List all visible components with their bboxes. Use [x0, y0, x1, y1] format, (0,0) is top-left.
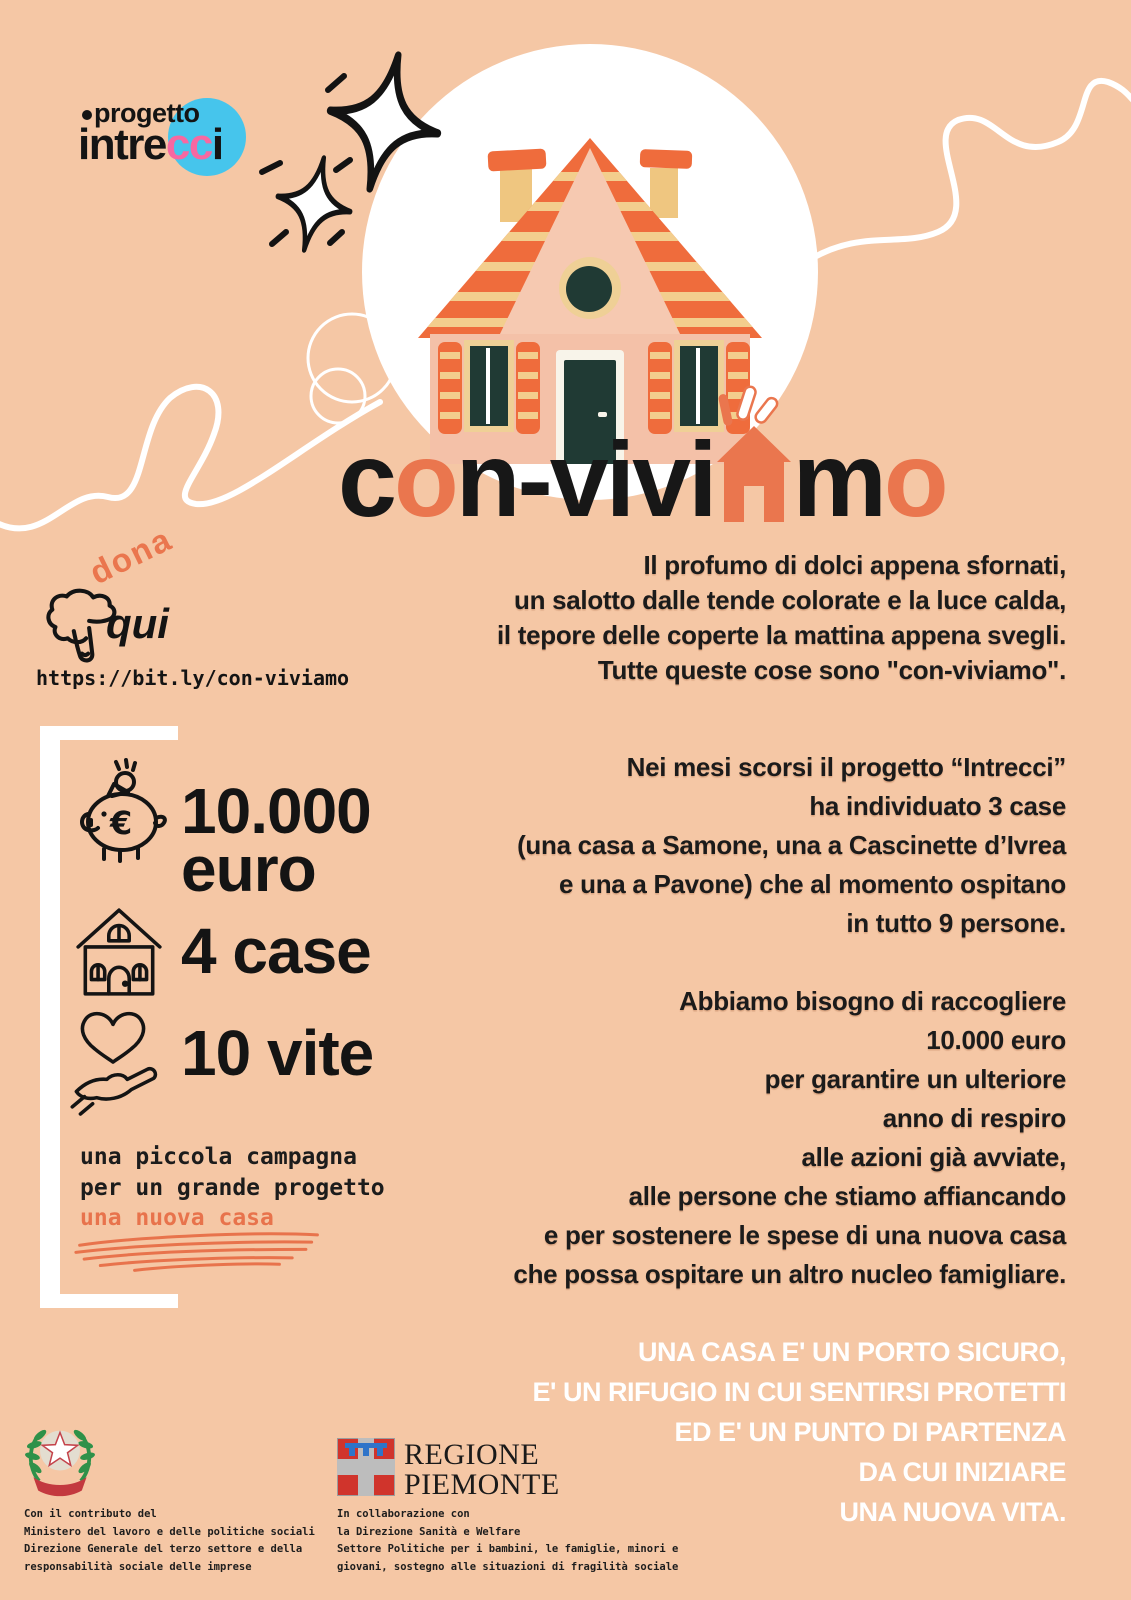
house-icon — [72, 902, 166, 1000]
paragraph-line: e per sostenere le spese di una nuova casa — [543, 1220, 1066, 1250]
paragraph-line: ha individuato 3 case — [809, 791, 1066, 821]
right-credit — [337, 1506, 678, 1576]
credit-line: la Direzione Sanità e Welfare — [337, 1525, 521, 1538]
campaign-line: una piccola campagna — [80, 1144, 357, 1170]
paragraph-line: alle azioni già avviate, — [801, 1142, 1066, 1172]
credit-line: giovani, sostegno alle situazioni di fragilità sociale — [337, 1560, 679, 1573]
paragraph-line: (una casa a Samone, una a Cascinette d’Ivrea — [517, 830, 1066, 860]
dona-label: dona — [83, 519, 178, 592]
stat-euro-value: 10.000 — [181, 775, 371, 847]
logo-bullet-dot — [82, 110, 92, 120]
campaign-line: per un grande progetto — [80, 1174, 385, 1201]
exclamation-rays-icon — [717, 382, 783, 438]
bracket-decoration — [40, 726, 60, 1308]
highlight-line: DA CUI INIZIARE — [858, 1457, 1066, 1487]
italian-republic-emblem — [22, 1418, 98, 1504]
intro-paragraph — [497, 548, 1066, 688]
bracket-decoration — [40, 1294, 178, 1308]
highlight-line: UNA CASA E' UN PORTO SICURO, — [638, 1337, 1066, 1367]
donation-url-link[interactable]: https://bit.ly/con-viviamo — [36, 666, 350, 690]
highlight-line: E' UN RIFUGIO IN CUI SENTIRSI PROTETTI — [532, 1377, 1066, 1407]
piggy-bank-icon — [64, 756, 176, 878]
logo-word-intrecci: intrecci — [78, 120, 223, 169]
credit-line: In collaborazione con — [337, 1508, 470, 1520]
stat-case: 4 case — [181, 915, 371, 987]
paragraph-line: il tepore delle coperte la mattina appena svegli. — [496, 620, 1066, 650]
bracket-decoration — [40, 726, 178, 740]
credit-line: responsabilità sociale delle imprese — [24, 1560, 252, 1573]
credit-line: Ministero del lavoro e delle politiche sociali — [24, 1525, 315, 1538]
stat-euro — [181, 775, 371, 905]
logo-word-progetto: progetto — [82, 98, 199, 129]
regione-piemonte-logo — [337, 1438, 395, 1496]
stat-euro-unit: euro — [181, 833, 316, 905]
paragraph-line: un salotto dalle tende colorate e la luce calda, — [514, 585, 1066, 615]
paragraph-line: Il profumo di dolci appena sfornati, — [643, 550, 1066, 580]
scribble-underline-decoration — [73, 1229, 328, 1280]
credit-line: Settore Politiche per i bambini, le famiglie, minori e — [337, 1543, 679, 1555]
paragraph-line: alle persone che stiamo affiancando — [628, 1181, 1066, 1211]
credit-line: Con il contributo del — [24, 1508, 157, 1520]
highlight-line: ED E' UN PUNTO DI PARTENZA — [674, 1417, 1066, 1447]
qui-label: qui — [106, 600, 169, 647]
svg-text:€: € — [110, 804, 133, 842]
fundraising-paragraph — [513, 982, 1066, 1294]
credit-line: Direzione Generale del terzo settore e della — [24, 1543, 303, 1555]
highlight-line: UNA NUOVA VITA. — [839, 1497, 1066, 1527]
paragraph-line: Abbiamo bisogno di raccogliere — [679, 986, 1066, 1016]
left-credit — [24, 1506, 315, 1576]
paragraph-line: Nei mesi scorsi il progetto “Intrecci” — [626, 752, 1066, 782]
highlight-quote — [533, 1332, 1066, 1532]
page-title: con-vivi mo — [338, 426, 946, 533]
project-paragraph — [517, 748, 1066, 943]
paragraph-line: in tutto 9 persone. — [846, 908, 1066, 938]
paragraph-line: 10.000 euro — [926, 1025, 1066, 1055]
paragraph-line: e una a Pavone) che al momento ospitano — [559, 869, 1066, 899]
heart-hand-icon — [66, 1002, 160, 1116]
paragraph-line: anno di respiro — [882, 1103, 1066, 1133]
title-house-letter-icon — [717, 426, 791, 522]
campaign-line-accent: una nuova casa — [80, 1205, 274, 1231]
paragraph-line: che possa ospitare un altro nucleo famigliare. — [513, 1259, 1066, 1289]
stat-vite: 10 vite — [181, 1017, 374, 1089]
paragraph-line: per garantire un ulteriore — [764, 1064, 1066, 1094]
regione-piemonte-name: REGIONE PIEMONTE — [404, 1438, 560, 1501]
paragraph-line: Tutte queste cose sono "con-viviamo". — [597, 655, 1066, 685]
campaign-tagline — [80, 1142, 385, 1234]
progetto-intrecci-logo — [38, 46, 238, 169]
